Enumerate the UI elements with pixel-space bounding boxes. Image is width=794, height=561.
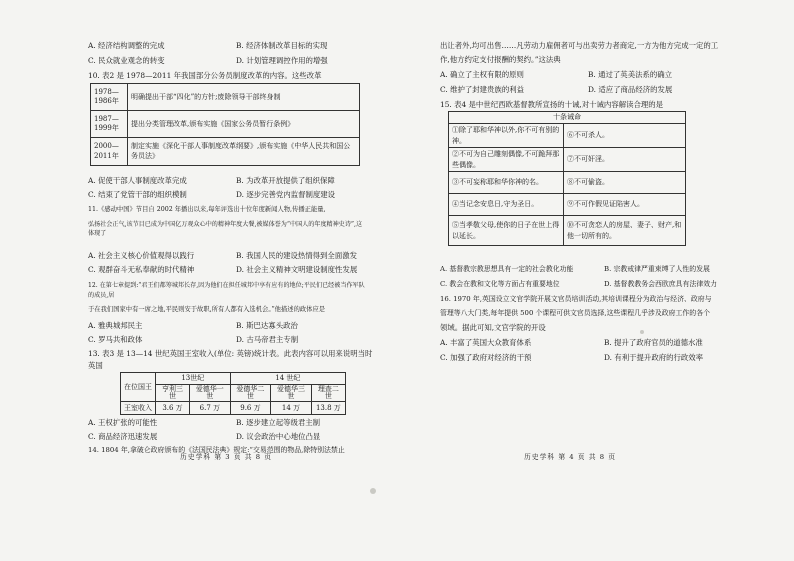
q12-line-1: 12. 在第七章提到:“君王们都筹城邦长存,因为他们在担任城邦中享有应有的地位;平民们已经被当作军队的成员,居 — [88, 282, 365, 299]
q14-option-b: B. 通过了英美法系的确立 — [588, 70, 673, 79]
q15-stem: 15. 表4 是中世纪西欧基督教所宣扬的十诫,对十诫内容解读合理的是 — [440, 100, 664, 109]
q13-option-a: A. 王权扩张的可能性 — [88, 418, 158, 427]
q11-line-1: 11.《感动中国》节目自 2002 年播出以来,每年评选出十位年度新闻人物,传播正能量, — [88, 206, 326, 213]
q13-line-2: 英国 — [88, 361, 103, 370]
q13-king: 亨利三世 — [156, 385, 190, 402]
q14-option-d: D. 适应了商品经济的发展 — [588, 85, 673, 94]
q15-command: ④当记念安息日,守为圣日。 — [449, 194, 564, 216]
q10-option-a: A. 促使干部人事制度改革完成 — [88, 176, 187, 185]
q13-king: 爱德华三世 — [271, 385, 311, 402]
q9-option-c: C. 民众就业观念的转变 — [88, 56, 165, 65]
page-footer: 历史学科 第 3 页 共 8 页 — [180, 453, 272, 461]
q10-option-c: C. 结束了党管干部的组织模制 — [88, 190, 187, 199]
q13-table — [120, 372, 346, 415]
q14-option-a: A. 确立了主权有限的原则 — [440, 70, 524, 79]
q14-stem: 14. 1804 年,拿破仑政府颁布的《法国民法典》规定:“交易范围的物品,除特别法禁止 — [88, 446, 345, 454]
q10-period: 1987—1999年 — [91, 111, 128, 138]
q10-period: 1978—1986年 — [91, 84, 128, 111]
q13-income: 14 万 — [271, 402, 311, 415]
q16-option-c: C. 加强了政府对经济的干预 — [440, 353, 532, 362]
q15-table — [448, 111, 686, 246]
q13-king: 爱德华一世 — [190, 385, 231, 402]
page-footer: 历史学科 第 4 页 共 8 页 — [524, 453, 616, 461]
q15-command: ③不可妄称耶和华你神的名。 — [449, 172, 564, 194]
q13-king: 爱德华二世 — [230, 385, 271, 402]
q15-command: ⑤当孝敬父母,使你的日子在世上得以延长。 — [449, 216, 564, 246]
q14-option-c: C. 维护了封建贵族的利益 — [440, 85, 524, 94]
q10-table — [90, 83, 360, 166]
q15-command: ⑥不可杀人。 — [564, 124, 686, 148]
q13-income: 6.7 万 — [190, 402, 231, 415]
q15-command: ⑩不可贪恋人的房屋、妻子、财产,和他一切所有的。 — [564, 216, 686, 246]
q10-option-d: D. 逐步完善党内监督制度建设 — [236, 190, 336, 199]
q10-content: 提出分类管理改革,颁布实施《国家公务员暂行条例》 — [128, 111, 360, 138]
q12-option-b: B. 斯巴达寡头政治 — [236, 321, 298, 330]
q14-cont-line-2: 作,他方约定支付报酬的契约。”这法典 — [440, 55, 561, 64]
q13-option-b: B. 逐步建立起等级君主制 — [236, 418, 321, 427]
q15-option-c: C. 教会在教和文化等方面占有重要地位 — [440, 280, 560, 288]
q15-option-a: A. 基督教宗教思想具有一定的社会教化功能 — [440, 265, 574, 273]
q9-option-d: D. 计划管理调控作用的增强 — [236, 56, 328, 65]
q16-option-a: A. 丰富了英国大众教育体系 — [440, 338, 532, 347]
q13-income: 3.6 万 — [156, 402, 190, 415]
q11-option-b: B. 我国人民的建设热情得到全面激发 — [236, 251, 357, 260]
q13-option-d: D. 议会政治中心地位凸显 — [236, 432, 321, 441]
q13-king: 理查二世 — [311, 385, 345, 402]
q11-option-c: C. 观群奋斗无私奉献的时代精神 — [88, 265, 195, 274]
q15-command: ⑨不可作假见证陷害人。 — [564, 194, 686, 216]
q14-cont-line-1: 出让者外,均可出售……凡劳动力雇佣者可与出卖劳力者商定,一方为他方完成一定的工 — [440, 41, 719, 50]
q12-option-d: D. 古马帝君主专制 — [236, 335, 299, 344]
scan-dot — [640, 330, 644, 334]
q13-line-1: 13. 表3 是 13—14 世纪英国王室收入(单位: 英镑)统计表。此表内容可以用来说明当时 — [88, 349, 373, 358]
q16-line-2: 管理等八大门类,每年提供 500 个课程可供文官员选择,这些课程几乎涉及政府工作的各个 — [440, 309, 710, 317]
q13-row-header-income: 王室收入 — [121, 402, 156, 415]
q9-option-a: A. 经济结构调整的完成 — [88, 41, 165, 50]
q13-income: 13.8 万 — [311, 402, 345, 415]
q12-option-c: C. 罗马共和政体 — [88, 335, 143, 344]
q10-stem: 10. 表2 是 1978—2011 年我国部分公务员制度改革的内容。这些改革 — [88, 71, 322, 80]
q9-option-b: B. 经济体制改革目标的实现 — [236, 41, 328, 50]
q13-option-c: C. 商品经济迅速发展 — [88, 432, 158, 441]
q11-option-d: D. 社会主义精神文明建设制度性发展 — [236, 265, 358, 274]
q12-option-a: A. 雅典城邦民主 — [88, 321, 143, 330]
q15-table-header: 十条诫命 — [449, 112, 686, 124]
q15-command: ①除了耶和华神以外,你不可有别的神。 — [449, 124, 564, 148]
q16-option-d: D. 有利于提升政府的行政效率 — [604, 353, 704, 362]
q16-line-1: 16. 1970 年,英国设立文官学院开展文官员培训活动,其培训课程分为政治与经济、政府与 — [440, 295, 712, 303]
q15-command: ⑦不可奸淫。 — [564, 148, 686, 172]
q10-content: 制定实施《深化干部人事制度改革纲要》,颁布实施《中华人民共和国公务员法》 — [128, 138, 360, 166]
q15-command: ②不可为自己雕刻偶像,不可跪拜那些偶像。 — [449, 148, 564, 172]
q13-row-header-kings: 在位国王 — [121, 373, 156, 402]
q12-line-2: 于在我们国家中有一席之地,平民则安于故职,所有人都有入选机会。”他描述的政体应是 — [88, 306, 326, 313]
q16-option-b: B. 提升了政府官员的道德水准 — [604, 338, 703, 347]
scan-dot — [370, 488, 376, 494]
q10-option-b: B. 为改革开放提供了组织保障 — [236, 176, 335, 185]
q15-command: ⑧不可偷盗。 — [564, 172, 686, 194]
q16-line-3: 领域。据此可知,文官学院的开设 — [440, 323, 546, 332]
q15-option-b: B. 宗教戒律严重束缚了人性的发展 — [604, 265, 710, 273]
q10-period: 2000—2011年 — [91, 138, 128, 166]
q13-century-13: 13世纪 — [156, 373, 231, 385]
q11-option-a: A. 社会主义核心价值观得以践行 — [88, 251, 195, 260]
q13-income: 9.6 万 — [230, 402, 271, 415]
q15-option-d: D. 基督教教务会西欧庶具有法律效力 — [604, 280, 718, 288]
q13-century-14: 14 世纪 — [230, 373, 345, 385]
q10-content: 明确提出干部“四化”的方针;废除领导干部终身制 — [128, 84, 360, 111]
q11-line-2: 弘扬社会正气,该节目已成为中国亿万观众心中的精神年度大餐,被媒体誉为“中国人的年度精神史诗”,这体现了 — [88, 221, 363, 238]
